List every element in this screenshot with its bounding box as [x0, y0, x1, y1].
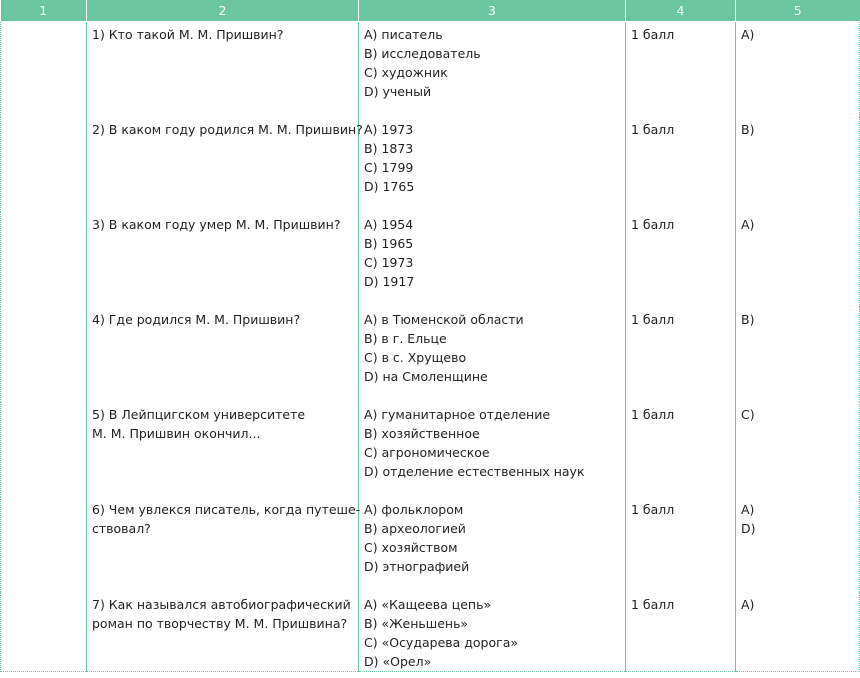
answer-cell: [736, 117, 860, 212]
option: А) «Кащеева цепь»: [364, 597, 492, 612]
option: С) 1973: [364, 255, 414, 270]
question-cell: [87, 117, 363, 212]
answer-cell: [736, 402, 860, 497]
option: В) исследователь: [364, 46, 481, 61]
column-header-4: 4: [626, 0, 736, 22]
option: В) «Женьшень»: [364, 616, 469, 631]
option: В) хозяйственное: [364, 426, 480, 441]
option: А) 1954: [364, 217, 414, 232]
points-cell: [626, 497, 736, 592]
row-number-cell: [1, 307, 87, 402]
option: С) художник: [364, 65, 448, 80]
question-cell: [87, 592, 359, 672]
option: D) 1917: [364, 274, 415, 289]
points-cell: [626, 307, 736, 402]
answer-text: В): [741, 122, 755, 137]
question-text: 7) Как назывался автобиографический: [92, 597, 351, 612]
option: D) 1765: [364, 179, 415, 194]
row-number-cell: [1, 592, 87, 672]
answer-cell: [736, 497, 860, 592]
question-text: роман по творчеству М. М. Пришвина?: [92, 616, 348, 631]
option: А) 1973: [364, 122, 414, 137]
answer-text: А): [741, 217, 755, 232]
option: С) в с. Хрущево: [364, 350, 467, 365]
points-cell: [626, 117, 736, 212]
row-number-cell: [1, 22, 87, 118]
answer-text: С): [741, 407, 755, 422]
answer-cell: [736, 307, 860, 402]
options-cell: [359, 117, 626, 212]
option: D) этнографией: [364, 559, 470, 574]
row-number-cell: [1, 402, 87, 497]
question-text: 4) Где родился М. М. Пришвин?: [92, 312, 301, 327]
table-row: [1, 402, 860, 497]
table-row: [1, 212, 860, 307]
points-text: 1 балл: [631, 217, 675, 232]
row-number-cell: [1, 212, 87, 307]
options-cell: [359, 497, 626, 592]
option: В) 1965: [364, 236, 414, 251]
options-cell: [359, 22, 626, 118]
points-text: 1 балл: [631, 27, 675, 42]
question-text: 5) В Лейпцигском университете: [92, 407, 306, 422]
points-text: 1 балл: [631, 502, 675, 517]
question-text: 6) Чем увлекся писатель, когда путеше-: [92, 502, 361, 517]
column-header-3: 3: [359, 0, 626, 22]
answer-cell: [736, 592, 860, 672]
column-header-1: 1: [1, 0, 87, 22]
answer-text: А): [741, 502, 755, 517]
question-text: 3) В каком году умер М. М. Пришвин?: [92, 217, 341, 232]
points-cell: [626, 402, 736, 497]
header-row: [1, 0, 860, 22]
row-number-cell: [1, 117, 87, 212]
answer-text: D): [741, 521, 756, 536]
answer-cell: [736, 22, 860, 118]
option: А) в Тюменской области: [364, 312, 524, 327]
option: В) в г. Ельце: [364, 331, 447, 346]
option: В) археологией: [364, 521, 466, 536]
table-row: [1, 307, 860, 402]
question-cell: [87, 402, 359, 497]
question-text: 1) Кто такой М. М. Пришвин?: [92, 27, 284, 42]
question-text: ствовал?: [92, 521, 151, 536]
points-text: 1 балл: [631, 122, 675, 137]
options-cell: [359, 307, 626, 402]
option: А) гуманитарное отделение: [364, 407, 551, 422]
option: В) 1873: [364, 141, 414, 156]
options-cell: [359, 402, 626, 497]
option: С) агрономическое: [364, 445, 490, 460]
table-row: [1, 117, 860, 212]
question-cell: [87, 212, 359, 307]
answer-text: А): [741, 27, 755, 42]
options-cell: [359, 592, 626, 672]
option: А) фольклором: [364, 502, 464, 517]
answer-text: А): [741, 597, 755, 612]
question-text: М. М. Пришвин окончил...: [92, 426, 261, 441]
question-cell: [87, 307, 359, 402]
option: С) 1799: [364, 160, 414, 175]
column-header-5: 5: [736, 0, 860, 22]
points-text: 1 балл: [631, 312, 675, 327]
row-number-cell: [1, 497, 87, 592]
option: D) ученый: [364, 84, 432, 99]
options-cell: [359, 212, 626, 307]
option: С) «Осударева дорога»: [364, 635, 519, 650]
question-cell: [87, 497, 359, 592]
table-row: [1, 497, 860, 592]
answer-text: В): [741, 312, 755, 327]
option: D) «Орел»: [364, 654, 432, 669]
option: С) хозяйством: [364, 540, 458, 555]
option: D) отделение естественных наук: [364, 464, 585, 479]
option: D) на Смоленщине: [364, 369, 488, 384]
table-row: [1, 22, 860, 118]
points-cell: [626, 592, 736, 672]
question-cell: [87, 22, 359, 118]
question-text: 2) В каком году родился М. М. Пришвин?: [92, 122, 363, 137]
points-text: 1 балл: [631, 407, 675, 422]
points-cell: [626, 22, 736, 118]
table-row: [1, 592, 860, 672]
option: А) писатель: [364, 27, 443, 42]
answer-cell: [736, 212, 860, 307]
column-header-2: 2: [87, 0, 359, 22]
points-text: 1 балл: [631, 597, 675, 612]
points-cell: [626, 212, 736, 307]
